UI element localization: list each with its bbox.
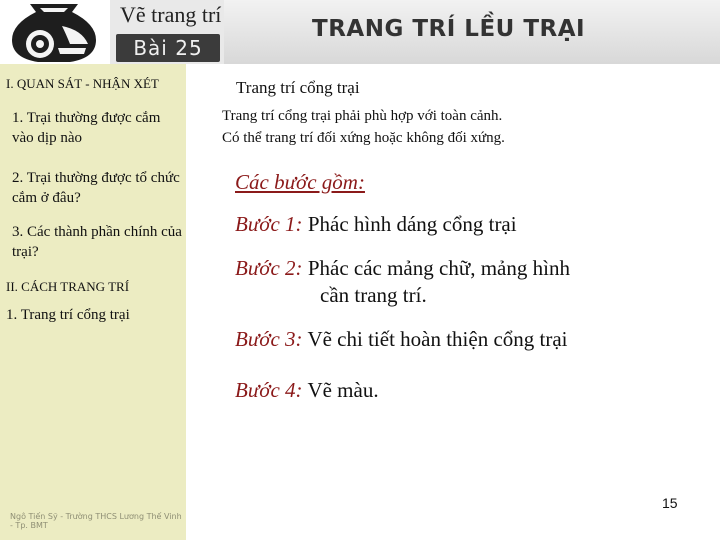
sidebar-heading-decoration: II. CÁCH TRANG TRÍ <box>6 279 130 294</box>
step-3-label: Bước 3: <box>235 327 303 351</box>
vase-logo-icon <box>0 0 111 64</box>
page-title: TRANG TRÍ LỀU TRẠI <box>312 16 586 42</box>
step-3 <box>235 325 568 353</box>
slide-header <box>0 0 720 64</box>
step-1-text: Phác hình dáng cổng trại <box>307 212 517 236</box>
step-4-text: Vẽ màu. <box>307 378 379 402</box>
step-1 <box>235 210 517 238</box>
step-4 <box>235 376 379 404</box>
author-footer-note: Ngô Tiến Sỹ - Trường THCS Lương Thế Vinh - Tp. BMT <box>10 512 182 530</box>
step-2-label: Bước 2: <box>235 256 303 280</box>
subject-title: Vẽ trang trí <box>120 2 222 27</box>
sidebar-question-3: 3. Các thành phần chính của trại? <box>12 224 182 260</box>
step-1-label: Bước 1: <box>235 212 303 236</box>
sidebar-question-1: 1. Trại thường được cắm vào dịp nào <box>12 110 161 146</box>
lesson-label: Bài 25 <box>133 36 203 60</box>
intro-line-2: Có thể trang trí đối xứng hoặc không đối xứng. <box>222 130 505 146</box>
lesson-box <box>110 0 224 64</box>
step-2-continuation: cần trang trí. <box>320 283 427 307</box>
step-2 <box>235 254 570 282</box>
page-number: 15 <box>662 495 678 511</box>
sidebar <box>0 64 186 540</box>
section-title: Trang trí cổng trại <box>236 78 360 97</box>
steps-heading: Các bước gồm: <box>235 170 365 194</box>
title-bar <box>224 0 720 64</box>
step-3-text: Vẽ chi tiết hoàn thiện cổng trại <box>307 327 568 351</box>
step-2-text: Phác các mảng chữ, mảng hình <box>307 256 570 280</box>
lesson-badge <box>116 34 220 62</box>
sidebar-question-2: 2. Trại thường được tổ chức cắm ở đâu? <box>12 170 180 206</box>
sidebar-heading-observation: I. QUAN SÁT - NHẬN XÉT <box>6 76 159 91</box>
step-4-label: Bước 4: <box>235 378 303 402</box>
sidebar-subheading-gate: 1. Trang trí cổng trại <box>6 307 130 323</box>
intro-line-1: Trang trí cổng trại phải phù hợp với toàn cảnh. <box>222 108 503 124</box>
